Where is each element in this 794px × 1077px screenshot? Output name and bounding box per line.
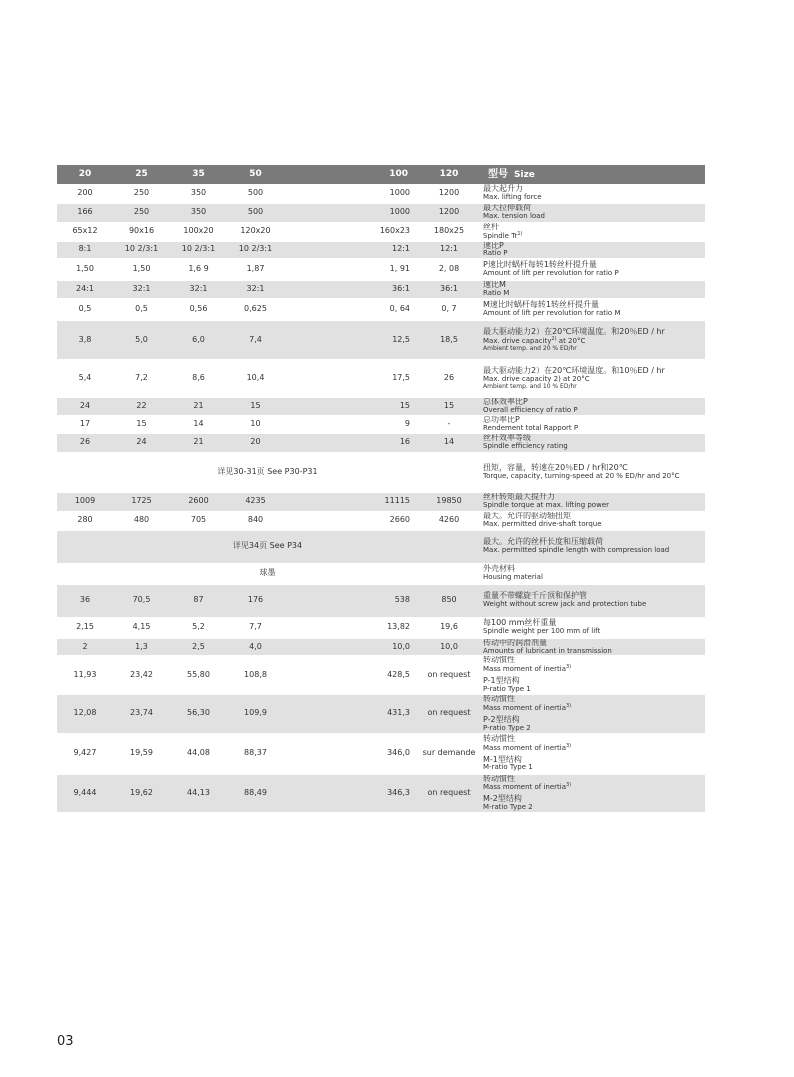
value-cell: 18,5 (420, 321, 478, 360)
value-cell: 1200 (420, 203, 478, 222)
value-cell: 200 (57, 184, 113, 203)
size-col-20: 20 (57, 165, 113, 184)
spec-label-zh: P速比时蜗杆每转1转丝杆提升量 (483, 260, 597, 270)
value-cell: 160x23 (284, 222, 420, 241)
value-cell: 120x20 (227, 222, 284, 241)
spec-label-zh: 扭矩，容量，转速在20％ED / hr和20℃ (483, 462, 628, 472)
size-header-en: Size (514, 169, 535, 180)
value-cell: 346,3 (284, 774, 420, 813)
table-row (57, 694, 705, 733)
value-cell: 13,82 (284, 617, 420, 638)
spec-label-en (483, 194, 703, 202)
spec-label-en (483, 665, 703, 674)
value-cell: 538 (284, 584, 420, 617)
spec-label (478, 452, 705, 492)
spec-label (478, 321, 705, 360)
spec-label (478, 492, 705, 511)
spec-label-zh: 最大驱动能力2）在20℃环境温度。和20％ED / hr (483, 326, 665, 336)
spec-label-type-en: P-ratio Type 2 (483, 723, 531, 732)
spec-label (478, 563, 705, 584)
value-cell: 15 (113, 415, 170, 433)
table-row (57, 511, 705, 530)
table-row (57, 584, 705, 617)
spec-label-zh: 传动中的润滑剂量 (483, 638, 547, 647)
value-cell: 2,15 (57, 617, 113, 638)
value-cell: 10,0 (420, 638, 478, 656)
spec-label (478, 584, 705, 617)
table-row (57, 222, 705, 241)
size-col-100: 100 (284, 165, 420, 184)
value-cell: 15 (284, 398, 420, 416)
spec-label-type-zh: M-1型结构 (483, 754, 522, 764)
spec-label-en-tail: at 20°C (556, 336, 586, 345)
footnote-ref: 3) (566, 664, 572, 671)
spec-label-zh: 总功率比P (483, 415, 520, 424)
spec-label-en (483, 425, 703, 433)
value-cell: 17,5 (284, 360, 420, 398)
table-row (57, 530, 705, 563)
spec-label (478, 203, 705, 222)
value-cell: 5,2 (170, 617, 227, 638)
spec-label-zh: 每100 mm丝杆重量 (483, 618, 557, 628)
value-cell: 11,93 (57, 656, 113, 695)
spec-label-en-text: Max. permitted spindle length with compression load (483, 546, 670, 555)
value-cell: 5,4 (57, 360, 113, 398)
value-cell: 24 (113, 433, 170, 452)
merged-value-cell: 球墨 (57, 563, 478, 584)
spec-label-zh: 转动惯性 (483, 694, 515, 703)
value-cell: 7,7 (227, 617, 284, 638)
spec-label-en-text: Mass moment of inertia (483, 783, 566, 792)
value-cell: 4,15 (113, 617, 170, 638)
spec-label-zh: 丝杆效率等级 (483, 433, 531, 443)
value-cell: 7,4 (227, 321, 284, 360)
spec-label (478, 617, 705, 638)
spec-label-en (483, 250, 703, 258)
spec-label-en (483, 783, 703, 792)
table-row (57, 184, 705, 203)
spec-label (478, 222, 705, 241)
merged-value-cell: 详见30-31页 See P30-P31 (57, 452, 478, 492)
value-cell: 11115 (284, 492, 420, 511)
size-col-120: 120 (420, 165, 478, 184)
value-cell: 250 (113, 184, 170, 203)
spec-label-en-text: Overall efficiency of ratio P (483, 406, 578, 415)
spec-label-type-en: M-ratio Type 2 (483, 803, 533, 812)
value-cell: 3,8 (57, 321, 113, 360)
value-cell: 21 (170, 433, 227, 452)
value-cell: 90x16 (113, 222, 170, 241)
spec-label-type-en: P-ratio Type 1 (483, 685, 531, 694)
spec-label-en (483, 290, 703, 298)
value-cell: 850 (420, 584, 478, 617)
value-cell: 12,5 (284, 321, 420, 360)
spec-label-en (483, 521, 703, 529)
value-cell: 36:1 (284, 281, 420, 299)
value-cell: 0,625 (227, 299, 284, 321)
value-cell: 23,42 (113, 656, 170, 695)
spec-label-en (483, 310, 703, 318)
table-row (57, 259, 705, 281)
value-cell: 15 (227, 398, 284, 416)
value-cell: 9 (284, 415, 420, 433)
value-cell: 1725 (113, 492, 170, 511)
table-row (57, 774, 705, 813)
value-cell: 280 (57, 511, 113, 530)
spec-label-zh: 最大起升力 (483, 184, 523, 193)
value-cell: 14 (170, 415, 227, 433)
spec-label-en-text: Max. lifting force (483, 192, 542, 201)
value-cell: 55,80 (170, 656, 227, 695)
value-cell: 2, 08 (420, 259, 478, 281)
table-row (57, 452, 705, 492)
spec-label-en-text: Spindle Tr (483, 231, 518, 240)
value-cell: 346,0 (284, 733, 420, 774)
spec-label-zh: M速比时蜗杆每转1转丝杆提升量 (483, 300, 599, 310)
spec-label-en-text: Mass moment of inertia (483, 703, 566, 712)
spec-label (478, 694, 705, 733)
spec-table (57, 165, 705, 813)
value-cell: 15 (420, 398, 478, 416)
table-row (57, 656, 705, 695)
spec-label-zh: 丝杆转矩最大提升力 (483, 492, 555, 502)
footnote-ref: 3) (566, 742, 572, 749)
table-row (57, 281, 705, 299)
value-cell: sur demande (420, 733, 478, 774)
spec-label-en (483, 232, 703, 241)
value-cell: 0,5 (113, 299, 170, 321)
value-cell: 428,5 (284, 656, 420, 695)
size-col-25: 25 (113, 165, 170, 184)
value-cell: 166 (57, 203, 113, 222)
spec-label-zh: 最大拉伸载荷 (483, 203, 531, 213)
value-cell: 17 (57, 415, 113, 433)
spec-label (478, 511, 705, 530)
value-cell: 840 (227, 511, 284, 530)
spec-label-zh: 重量不带螺旋千斤顶和保护管 (483, 591, 587, 601)
value-cell: 22 (113, 398, 170, 416)
spec-label-en-text: Max. drive capacity 2) at 20°C (483, 374, 590, 383)
spec-label-en-text: Rendement total Rapport P (483, 423, 579, 432)
value-cell: 32:1 (227, 281, 284, 299)
value-cell: 1,50 (57, 259, 113, 281)
spec-label-en-text: Mass moment of inertia (483, 743, 566, 752)
spec-label-zh: 速比P (483, 241, 504, 250)
spec-label (478, 241, 705, 259)
value-cell: on request (420, 656, 478, 695)
size-col-50: 50 (227, 165, 284, 184)
value-cell: 250 (113, 203, 170, 222)
value-cell: 26 (420, 360, 478, 398)
value-cell: 5,0 (113, 321, 170, 360)
table-row (57, 203, 705, 222)
spec-label (478, 433, 705, 452)
value-cell: 0,5 (57, 299, 113, 321)
spec-label (478, 360, 705, 398)
spec-label-en-text: Torque, capacity, turning-speed at 20 % ED/hr and 20°C (483, 471, 680, 480)
value-cell: 9,427 (57, 733, 113, 774)
spec-label-zh: 转动惯性 (483, 733, 515, 743)
value-cell: 36:1 (420, 281, 478, 299)
value-cell: on request (420, 694, 478, 733)
value-cell: 16 (284, 433, 420, 452)
value-cell: 10,4 (227, 360, 284, 398)
value-cell: 0, 64 (284, 299, 420, 321)
value-cell: 88,49 (227, 774, 284, 813)
spec-label-en (483, 502, 703, 510)
table-row (57, 733, 705, 774)
value-cell: 24:1 (57, 281, 113, 299)
merged-value-cell: 详见34页 See P34 (57, 530, 478, 563)
table-row (57, 563, 705, 584)
value-cell: 70,5 (113, 584, 170, 617)
value-cell: 32:1 (170, 281, 227, 299)
spec-label-en-text: Amount of lift per revolution for ratio P (483, 269, 619, 278)
value-cell: 100x20 (170, 222, 227, 241)
value-cell: 32:1 (113, 281, 170, 299)
footnote-ref: 3) (566, 702, 572, 709)
value-cell: 1000 (284, 203, 420, 222)
table-row (57, 638, 705, 656)
size-col-35: 35 (170, 165, 227, 184)
value-cell: on request (420, 774, 478, 813)
spec-label-en-text: Weight without screw jack and protection tube (483, 600, 647, 609)
value-cell: 6,0 (170, 321, 227, 360)
value-cell: 480 (113, 511, 170, 530)
spec-label-en (483, 648, 703, 656)
spec-label (478, 638, 705, 656)
value-cell: 10 (227, 415, 284, 433)
value-cell: 0,56 (170, 299, 227, 321)
value-cell: 108,8 (227, 656, 284, 695)
spec-label-en-text: Amounts of lubricant in transmission (483, 646, 612, 655)
table-row (57, 617, 705, 638)
spec-label-zh: 丝杆 (483, 222, 499, 231)
spec-label-en-text: Housing material (483, 573, 543, 582)
value-cell: 23,74 (113, 694, 170, 733)
value-cell: 19,59 (113, 733, 170, 774)
table-row (57, 415, 705, 433)
table-row (57, 492, 705, 511)
spec-label-type-en: M-ratio Type 1 (483, 763, 533, 772)
value-cell: 44,08 (170, 733, 227, 774)
spec-label-en (483, 407, 703, 415)
value-cell: 4,0 (227, 638, 284, 656)
table-row (57, 241, 705, 259)
spec-label-en (483, 601, 703, 609)
value-cell: 500 (227, 203, 284, 222)
value-cell: 10 2/3:1 (227, 241, 284, 259)
value-cell: 9,444 (57, 774, 113, 813)
value-cell: 56,30 (170, 694, 227, 733)
spec-label-en-text: Max. permitted drive-shaft torque (483, 520, 602, 529)
value-cell: 21 (170, 398, 227, 416)
value-cell: 350 (170, 203, 227, 222)
value-cell: 431,3 (284, 694, 420, 733)
spec-label-en (483, 628, 703, 636)
value-cell: 12,08 (57, 694, 113, 733)
spec-label-zh: 最大。允许的丝杆长度和压缩载荷 (483, 537, 603, 547)
spec-label (478, 733, 705, 774)
spec-label-type-zh: M-2型结构 (483, 794, 522, 804)
value-cell: 19,6 (420, 617, 478, 638)
value-cell: 1,6 9 (170, 259, 227, 281)
spec-label-zh: 速比M (483, 280, 506, 290)
spec-label (478, 656, 705, 695)
value-cell: 88,37 (227, 733, 284, 774)
table-row (57, 360, 705, 398)
value-cell: 12:1 (284, 241, 420, 259)
value-cell: 1200 (420, 184, 478, 203)
page-number: 03 (57, 1034, 74, 1049)
spec-label-en-text: Max. drive capacity (483, 336, 552, 345)
value-cell: 1,3 (113, 638, 170, 656)
value-cell: 8:1 (57, 241, 113, 259)
table-row (57, 398, 705, 416)
footnote-ref: 3) (566, 782, 572, 789)
spec-label-zh: 最大。允许的驱动轴扭矩 (483, 511, 571, 521)
spec-label-zh: 转动惯性 (483, 655, 515, 665)
spec-label-en-text: Spindle efficiency rating (483, 442, 568, 451)
value-cell: 1, 91 (284, 259, 420, 281)
size-header-zh: 型号 (488, 168, 508, 180)
value-cell: 7,2 (113, 360, 170, 398)
spec-label-en (483, 473, 703, 481)
spec-label-en-text: Spindle torque at max. lifting power (483, 501, 610, 510)
spec-label-zh: 总体效率比P (483, 397, 528, 407)
value-cell: 12:1 (420, 241, 478, 259)
spec-label-en-text: Max. tension load (483, 212, 545, 221)
value-cell: 109,9 (227, 694, 284, 733)
value-cell: 10,0 (284, 638, 420, 656)
value-cell: 87 (170, 584, 227, 617)
spec-label-en (483, 443, 703, 451)
value-cell: 10 2/3:1 (113, 241, 170, 259)
spec-label-en (483, 744, 703, 753)
value-cell: 2,5 (170, 638, 227, 656)
value-cell: 36 (57, 584, 113, 617)
value-cell: 350 (170, 184, 227, 203)
spec-label-en-text: Spindle weight per 100 mm of lift (483, 627, 601, 636)
value-cell: 4235 (227, 492, 284, 511)
spec-label-type-zh: P-1型结构 (483, 676, 520, 686)
spec-label-en (483, 704, 703, 713)
header-row (57, 165, 705, 184)
spec-label-zh: 外壳材料 (483, 564, 515, 574)
size-header (478, 165, 705, 184)
value-cell: 4260 (420, 511, 478, 530)
value-cell: 19,62 (113, 774, 170, 813)
spec-label-en (483, 213, 703, 221)
spec-label (478, 184, 705, 203)
spec-label-type-zh: P-2型结构 (483, 714, 520, 724)
value-cell: 0, 7 (420, 299, 478, 321)
spec-label-note: Ambient temp. and 20 % ED/hr (483, 344, 577, 352)
value-cell: - (420, 415, 478, 433)
spec-label (478, 281, 705, 299)
spec-label (478, 415, 705, 433)
table-row (57, 321, 705, 360)
spec-label (478, 774, 705, 813)
spec-label-zh: 转动惯性 (483, 774, 515, 783)
value-cell: 1,87 (227, 259, 284, 281)
spec-label-note: Ambient temp. and 10 % ED/hr (483, 382, 577, 390)
spec-label (478, 299, 705, 321)
spec-label-en-text: Amount of lift per revolution for ratio M (483, 309, 621, 318)
value-cell: 1009 (57, 492, 113, 511)
value-cell: 65x12 (57, 222, 113, 241)
table-row (57, 299, 705, 321)
value-cell: 10 2/3:1 (170, 241, 227, 259)
spec-label-zh: 最大驱动能力2）在20℃环境温度。和10％ED / hr (483, 365, 665, 375)
footnote-ref: 2) (551, 335, 557, 342)
value-cell: 500 (227, 184, 284, 203)
footnote-ref: 1) (517, 230, 523, 237)
value-cell: 26 (57, 433, 113, 452)
spec-label-en (483, 574, 703, 582)
value-cell: 1,50 (113, 259, 170, 281)
value-cell: 176 (227, 584, 284, 617)
value-cell: 1000 (284, 184, 420, 203)
value-cell: 24 (57, 398, 113, 416)
value-cell: 44,13 (170, 774, 227, 813)
value-cell: 20 (227, 433, 284, 452)
value-cell: 2660 (284, 511, 420, 530)
value-cell: 180x25 (420, 222, 478, 241)
value-cell: 2 (57, 638, 113, 656)
value-cell: 8,6 (170, 360, 227, 398)
value-cell: 705 (170, 511, 227, 530)
table-row (57, 433, 705, 452)
spec-label (478, 530, 705, 563)
value-cell: 2600 (170, 492, 227, 511)
spec-label-en (483, 270, 703, 278)
spec-label-en-text: Ratio M (483, 289, 510, 298)
spec-label (478, 398, 705, 416)
spec-label-en (483, 547, 703, 555)
value-cell: 19850 (420, 492, 478, 511)
spec-label (478, 259, 705, 281)
spec-label-en-text: Ratio P (483, 249, 508, 258)
spec-label-en-text: Mass moment of inertia (483, 665, 566, 674)
value-cell: 14 (420, 433, 478, 452)
